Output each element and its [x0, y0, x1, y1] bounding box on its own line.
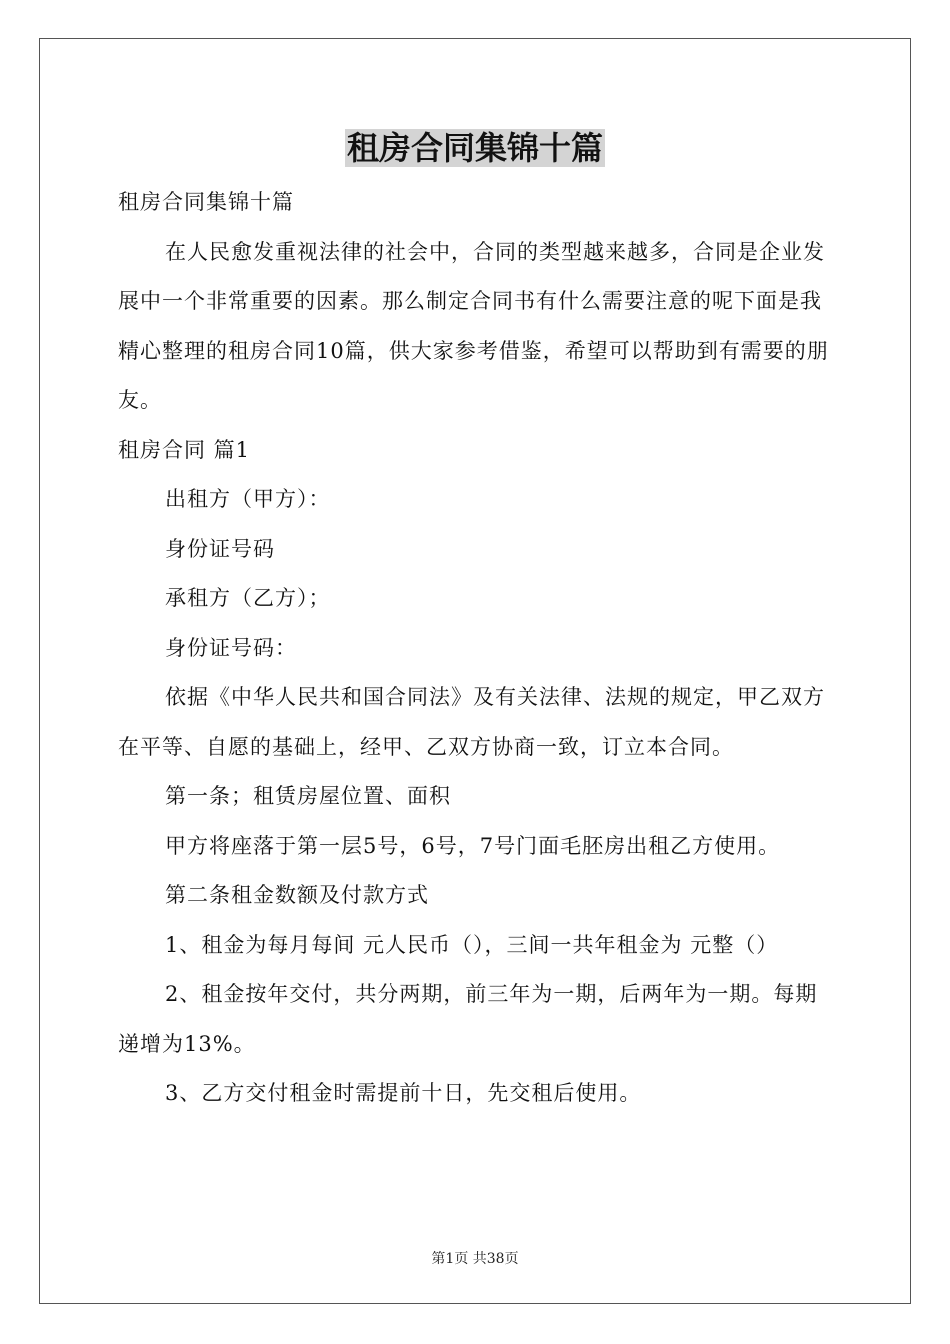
- page-footer: 第1页 共38页: [431, 1251, 519, 1267]
- paragraph: 依据《中华人民共和国合同法》及有关法律、法规的规定，甲乙双方在平等、自愿的基础上，经甲、乙双方协商一致，订立本合同。: [118, 685, 825, 759]
- document-title-text: 租房合同集锦十篇: [346, 129, 603, 167]
- paragraph: 3、乙方交付租金时需提前十日，先交租后使用。: [165, 1081, 642, 1105]
- paragraph: 出租方（甲方）：: [165, 487, 331, 511]
- paragraph: 第一条；租赁房屋位置、面积: [165, 784, 451, 808]
- section-heading: 租房合同 篇1: [118, 437, 251, 462]
- document-body: [118, 178, 834, 1119]
- paragraph: 承租方（乙方）；: [165, 586, 331, 610]
- paragraph: 1、租金为每月每间 元人民币（），三间一共年租金为 元整（）: [165, 932, 779, 957]
- paragraph: 身份证号码：: [165, 635, 297, 660]
- paragraph: 甲方将座落于第一层5号，6号，7号门面毛胚房出租乙方使用。: [165, 833, 781, 858]
- document-title: [0, 128, 950, 168]
- paragraph: 租房合同集锦十篇: [118, 190, 294, 214]
- paragraph: 2、租金按年交付，共分两期，前三年为一期，后两年为一期。每期递增为13%。: [118, 982, 818, 1056]
- paragraph: 身份证号码: [165, 536, 275, 561]
- paragraph: 在人民愈发重视法律的社会中，合同的类型越来越多，合同是企业发展中一个非常重要的因素。那么制定合同书有什么需要注意的呢下面是我精心整理的租房合同10篇，供大家参考借鉴，希望可以帮助到有需要的朋友。: [118, 239, 829, 412]
- paragraph: 第二条租金数额及付款方式: [165, 883, 429, 907]
